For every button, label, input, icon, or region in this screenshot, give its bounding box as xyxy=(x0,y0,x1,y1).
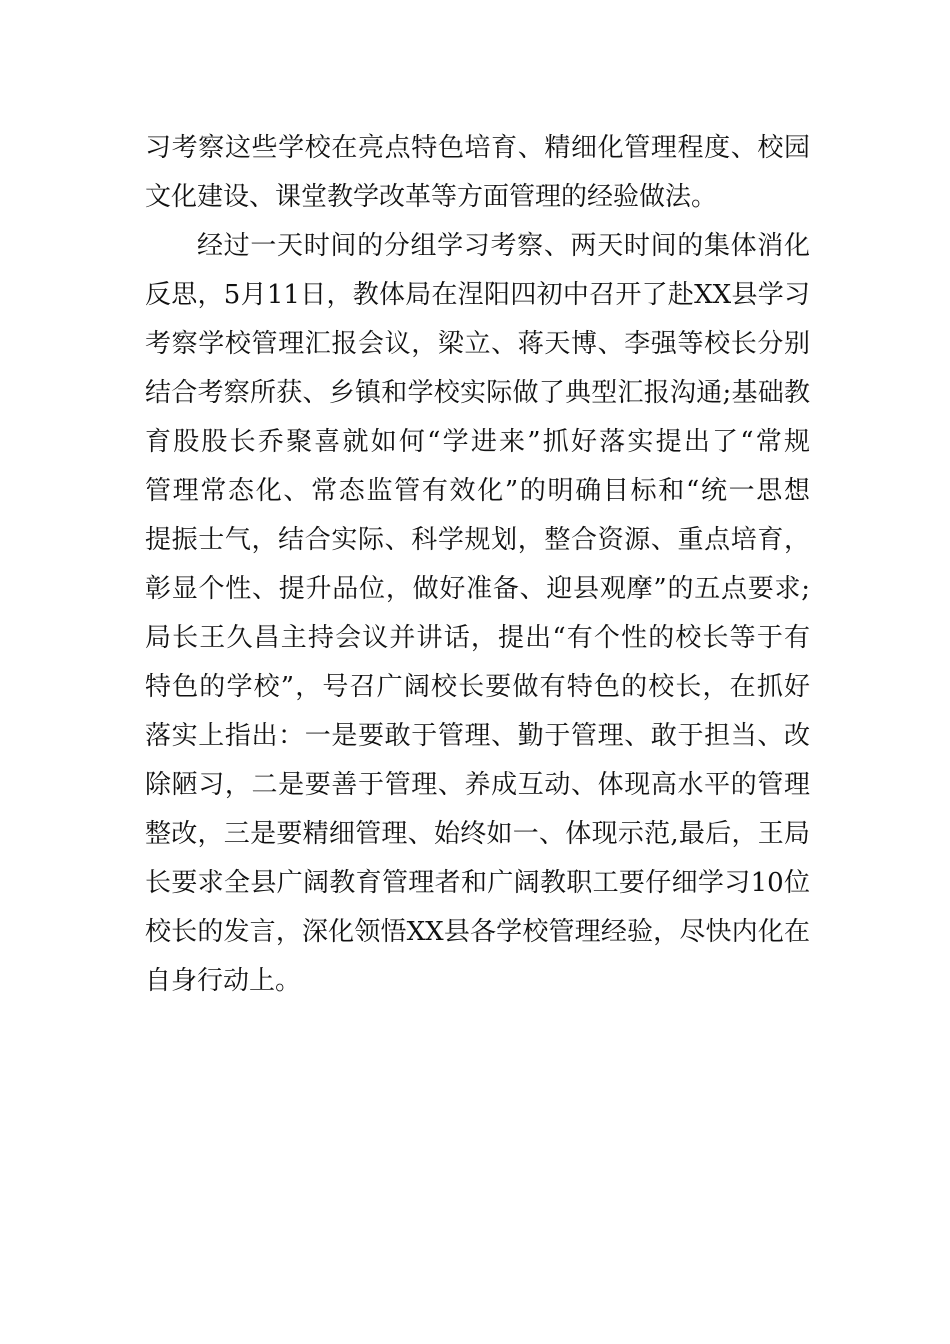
paragraph-line: 文化建设、课堂教学改革等方面管理的经验做法。 xyxy=(145,182,718,212)
paragraph-line: 整改，三是要精细管理、始终如一、体现示范,最后，王局 xyxy=(145,819,810,849)
paragraph-2 xyxy=(145,222,810,1006)
paragraph-line: 育股股长乔聚喜就如何“学进来”抓好落实提出了“常规 xyxy=(145,427,810,457)
paragraph-line: 考察学校管理汇报会议，梁立、蒋天博、李强等校长分别 xyxy=(145,329,810,359)
paragraph-line: 特色的学校”，号召广阔校长要做有特色的校长，在抓好 xyxy=(145,672,810,702)
paragraph-line: 自身行动上。 xyxy=(145,966,302,996)
paragraph-line: 结合考察所获、乡镇和学校实际做了典型汇报沟通;基础教 xyxy=(145,378,810,408)
paragraph-line: 局长王久昌主持会议并讲话，提出“有个性的校长等于有 xyxy=(145,623,810,653)
paragraph-line: 校长的发言，深化领悟XX县各学校管理经验，尽快内化在 xyxy=(145,917,810,947)
paragraph-1 xyxy=(145,124,810,222)
paragraph-line: 经过一天时间的分组学习考察、两天时间的集体消化 xyxy=(197,231,810,261)
paragraph-line: 除陋习，二是要善于管理、养成互动、体现高水平的管理 xyxy=(145,770,810,800)
paragraph-line: 长要求全县广阔教育管理者和广阔教职工要仔细学习10位 xyxy=(145,868,810,898)
paragraph-line: 管理常态化、常态监管有效化”的明确目标和“统一思想 xyxy=(145,476,810,506)
paragraph-line: 彰显个性、提升品位，做好准备、迎县观摩”的五点要求; xyxy=(145,574,810,604)
document-body xyxy=(145,124,810,1006)
paragraph-line: 提振士气，结合实际、科学规划，整合资源、重点培育， xyxy=(145,525,810,555)
paragraph-line: 习考察这些学校在亮点特色培育、精细化管理程度、校园 xyxy=(145,133,810,163)
paragraph-line: 反思，5月11日，教体局在涅阳四初中召开了赴XX县学习 xyxy=(145,280,810,310)
paragraph-line: 落实上指出：一是要敢于管理、勤于管理、敢于担当、改 xyxy=(145,721,810,751)
